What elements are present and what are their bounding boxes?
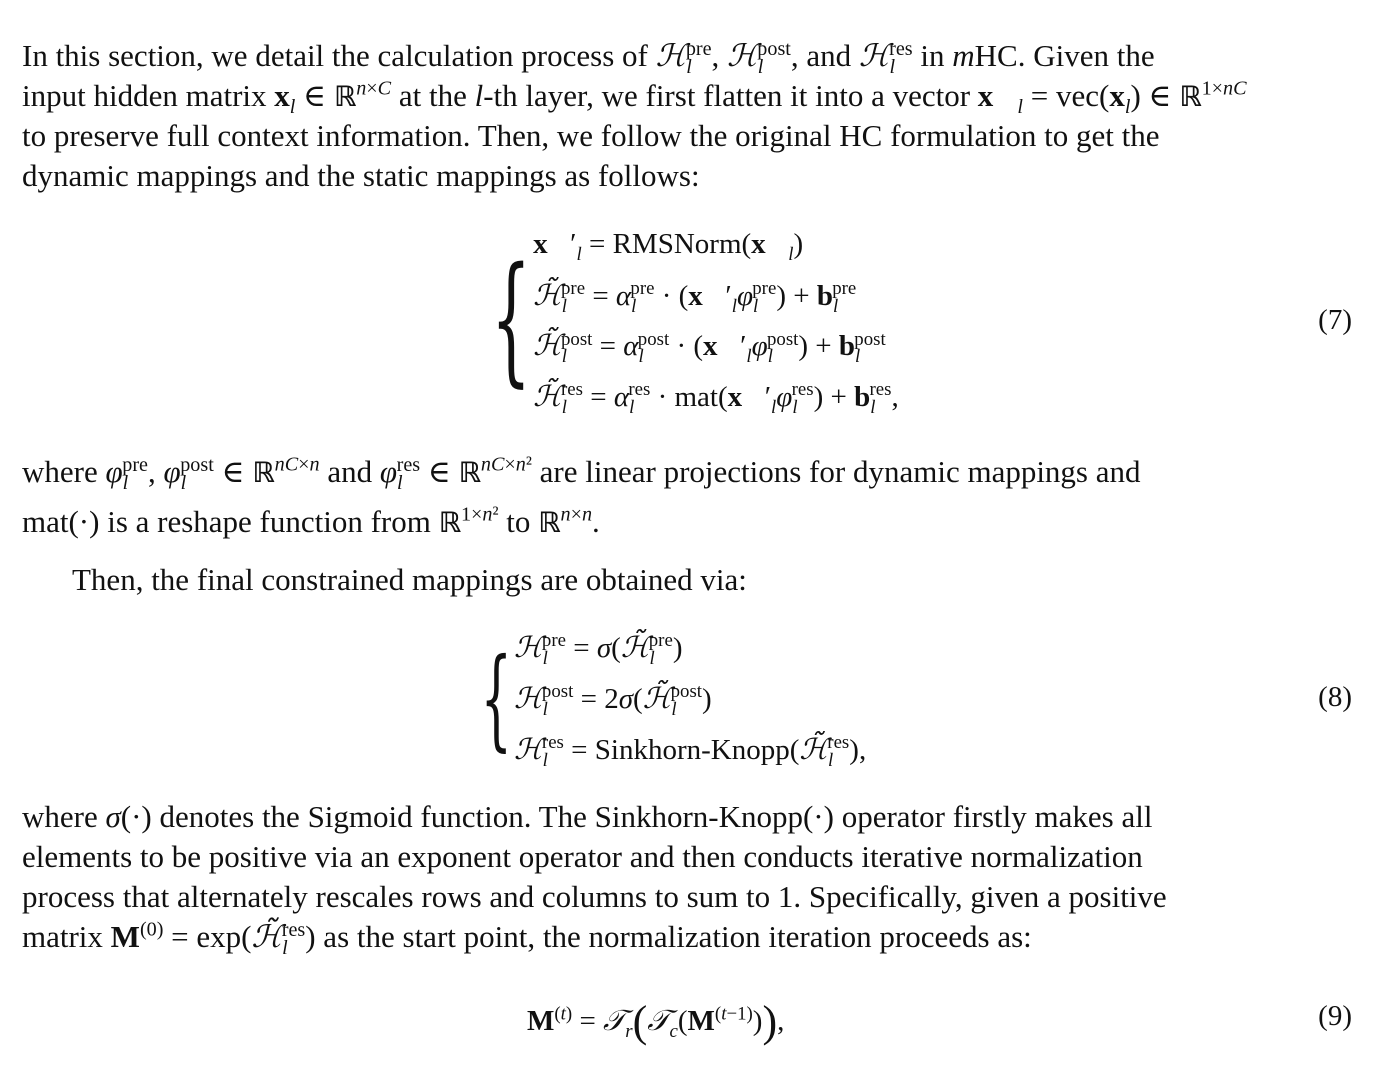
equation-row: ℋ$_l^{post}$ = $2\sigma(ℋ̃_l^{post})$ [514, 681, 712, 720]
text-line: mat(·) is a reshape function from ℝ$^{1\times n^2}$ to ℝ$^{n\times n}$. [22, 503, 600, 539]
equation-row: $M^{(t)}$ = $𝒯_r(𝒯_c(M^{(t-1)}))$, [527, 997, 785, 1046]
equation-row: $x⃗'_l$ = $RMSNorm(x⃗_l)$ [533, 228, 804, 265]
text-line: dynamic mappings and the static mappings as follows: [22, 158, 700, 193]
text-line: elements to be positive via an exponent operator and then conducts iterative normalization [22, 839, 1143, 874]
equation-row: $ℋ̃_l^{post} = \alpha_l^{post}$ · $(x⃗'_l\varphi_l^{post}) + b_l^{post}$ [533, 328, 886, 368]
left-brace: { [490, 238, 532, 401]
text-line: where σ(·) denotes the Sigmoid function. The Sinkhorn-Knopp(·) operator firstly makes all [22, 799, 1153, 834]
paragraph-intro [22, 36, 1352, 196]
equation-7 [22, 222, 1352, 422]
equation-9 [22, 992, 1352, 1052]
paragraph-sinkhorn [22, 797, 1352, 960]
paragraph-constrained [72, 560, 1352, 600]
text-line: to preserve full context information. Then, we follow the original HC formulation to get the [22, 118, 1160, 153]
equation-row: ℋ$_l^{res}$ = Sinkhorn-$Knopp(ℋ̃_l^{res})$, [514, 732, 867, 771]
equation-rows [514, 625, 866, 771]
equation-rows [533, 222, 899, 418]
cases-block [442, 625, 866, 771]
left-brace: { [480, 634, 512, 762]
paragraph-projections [22, 452, 1352, 542]
text-line: matrix $M^{(0)}$ = $\exp(ℋ̃_l^{res})$ as the start point, the normalization iteration proceeds as: [22, 918, 1032, 960]
equation-number: (7) [1318, 304, 1352, 336]
equation-number: (8) [1318, 681, 1352, 713]
text-line: input hidden matrix $x_l$ ∈ ℝ$^{n\times C}$ at the l-th layer, we first flatten it into a vector $x⃗_l = vec(x_l)$ ∈ ℝ$^{1\times nC}$ [22, 77, 1247, 119]
text-line: where $\varphi_l^{pre}$, $\varphi_l^{post}$ ∈ ℝ$^{nC\times n}$ and $\varphi_l^{res}$ ∈ ℝ$^{nC\times n^2}$ are linear projections for dynamic mappings and [22, 453, 1141, 495]
text-line: In this section, we detail the calculation process of ℋ$_l^{pre}$, ℋ$_l^{post}$, and ℋ$_l^{res}$ in mHC. Given the [22, 37, 1155, 79]
equation-row: $ℋ̃_l^{pre} = \alpha_l^{pre}$ · $(x⃗'_l\varphi_l^{pre}) + b_l^{pre}$ [533, 277, 857, 317]
text-line: process that alternately rescales rows and columns to sum to 1. Specifically, given a positive [22, 879, 1167, 914]
text-line: Then, the final constrained mappings are obtained via: [72, 562, 747, 597]
equation-row: ℋ$_l^{pre}$ = $\sigma(ℋ̃_l^{pre})$ [514, 630, 683, 669]
equation-number: (9) [1318, 1000, 1352, 1032]
equation-8 [22, 625, 1352, 775]
cases-block [442, 222, 899, 418]
equation-row: $ℋ̃_l^{res} = \alpha_l^{res}$ · $mat(x⃗'_l\varphi_l^{res}) + b_l^{res}$, [533, 378, 899, 418]
